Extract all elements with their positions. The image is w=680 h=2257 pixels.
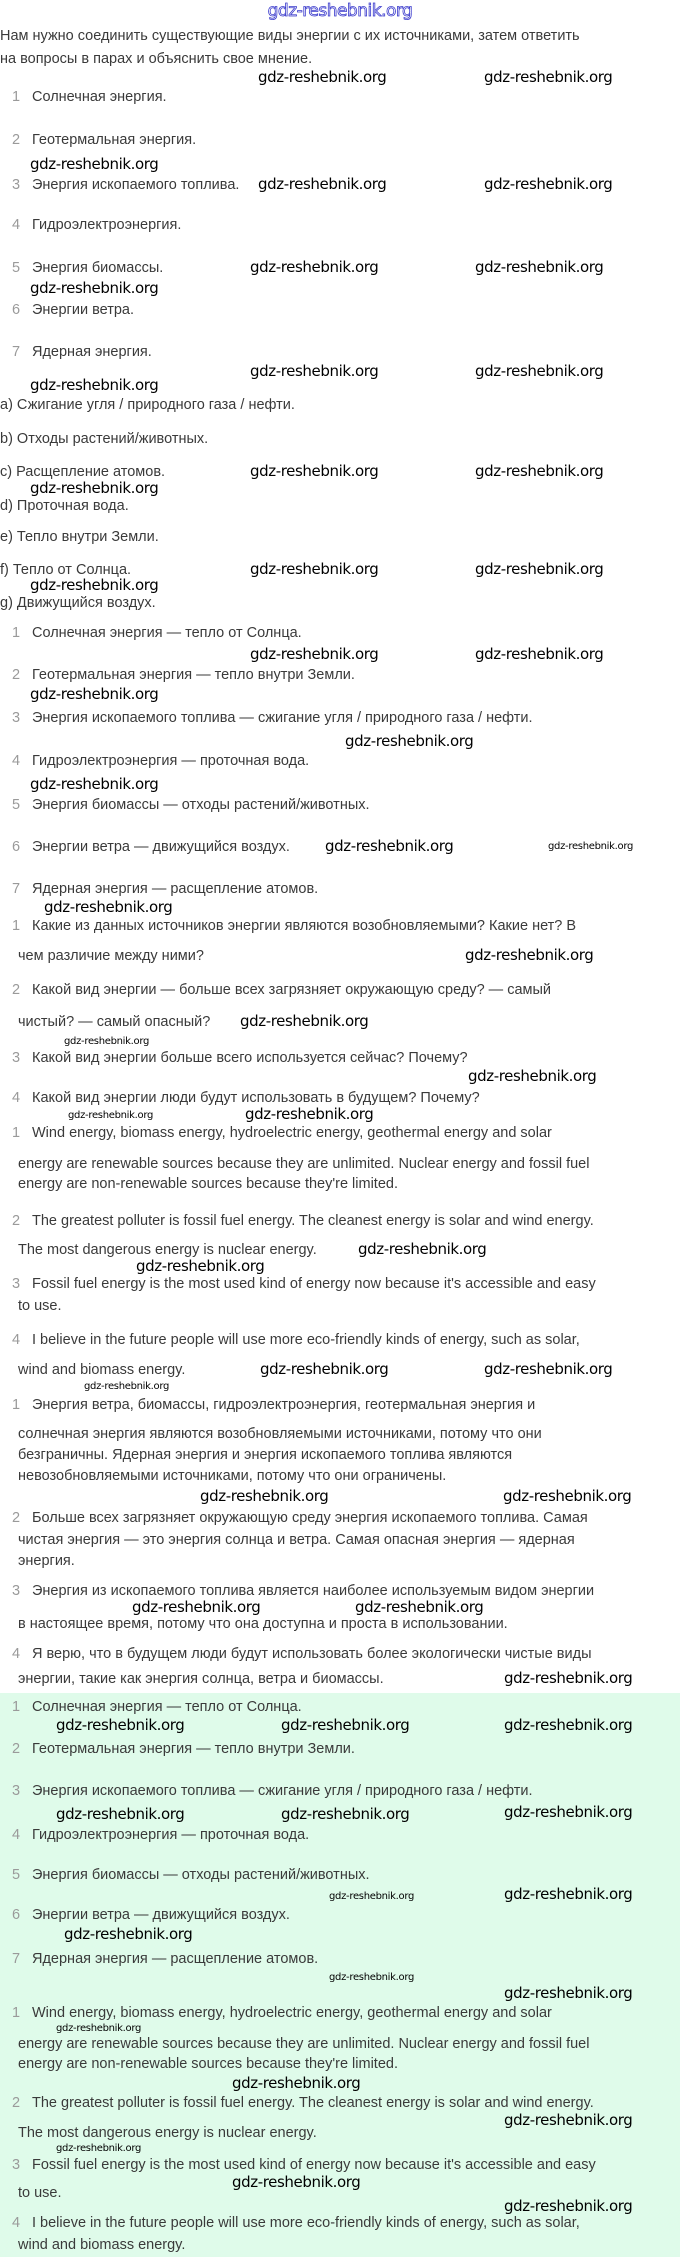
match-item: Энергии ветра — движущийся воздух. xyxy=(32,839,290,855)
item-number: 4 xyxy=(12,2215,21,2231)
answer-line: The most dangerous energy is nuclear energy. xyxy=(18,2125,317,2141)
answer-line: I believe in the future people will use more eco-friendly kinds of energy, such as solar, xyxy=(32,1332,580,1348)
item-number: 7 xyxy=(12,344,21,360)
watermark: gdz-reshebnik.org xyxy=(503,1487,632,1505)
watermark: gdz-reshebnik.org xyxy=(232,2074,361,2092)
question-line: Какой вид энергии люди будут использовать в будущем? Почему? xyxy=(32,1090,480,1106)
answer-line: Fossil fuel energy is the most used kind of energy now because it's accessible and easy xyxy=(32,1276,596,1292)
item-number: 2 xyxy=(12,667,21,683)
watermark: gdz-reshebnik.org xyxy=(250,645,379,663)
source-item: f) Тепло от Солнца. xyxy=(0,562,132,578)
item-number: 2 xyxy=(12,1510,21,1526)
match-item: Энергия ископаемого топлива — сжигание угля / природного газа / нефти. xyxy=(32,1783,533,1799)
watermark: gdz-reshebnik.org xyxy=(358,1240,487,1258)
list-item: Энергии ветра. xyxy=(32,302,134,318)
watermark: gdz-reshebnik.org xyxy=(84,1381,170,1392)
watermark: gdz-reshebnik.org xyxy=(250,462,379,480)
watermark: gdz-reshebnik.org xyxy=(56,1805,185,1823)
answer-line: безграничны. Ядерная энергия и энергия ископаемого топлива являются xyxy=(18,1447,513,1463)
source-item: e) Тепло внутри Земли. xyxy=(0,529,159,545)
intro-line-2: на вопросы в парах и объяснить свое мнение. xyxy=(0,51,313,67)
item-number: 3 xyxy=(12,1783,21,1799)
watermark: gdz-reshebnik.org xyxy=(68,1110,154,1121)
watermark: gdz-reshebnik.org xyxy=(329,1972,415,1983)
watermark: gdz-reshebnik.org xyxy=(30,376,159,394)
watermark: gdz-reshebnik.org xyxy=(30,479,159,497)
item-number: 1 xyxy=(12,1125,21,1141)
answer-line: The most dangerous energy is nuclear energy. xyxy=(18,1242,317,1258)
item-number: 5 xyxy=(12,1867,21,1883)
item-number: 1 xyxy=(12,2005,21,2021)
watermark: gdz-reshebnik.org xyxy=(475,645,604,663)
watermark: gdz-reshebnik.org xyxy=(260,1360,389,1378)
answer-line: wind and biomass energy. xyxy=(18,1362,186,1378)
watermark: gdz-reshebnik.org xyxy=(240,1012,369,1030)
site-logo[interactable]: gdz-reshebnik.org xyxy=(267,1,413,21)
item-number: 1 xyxy=(12,918,21,934)
answer-line: energy are non-renewable sources because they're limited. xyxy=(18,2056,398,2072)
match-item: Солнечная энергия — тепло от Солнца. xyxy=(32,1699,302,1715)
item-number: 1 xyxy=(12,625,21,641)
match-item: Ядерная энергия — расщепление атомов. xyxy=(32,881,319,897)
item-number: 6 xyxy=(12,839,21,855)
item-number: 4 xyxy=(12,217,21,233)
item-number: 4 xyxy=(12,1332,21,1348)
item-number: 2 xyxy=(12,132,21,148)
answer-line: Я верю, что в будущем люди будут использовать более экологически чистые виды xyxy=(32,1646,592,1662)
watermark: gdz-reshebnik.org xyxy=(250,362,379,380)
answer-line: Больше всех загрязняет окружающую среду энергия ископаемого топлива. Самая xyxy=(32,1510,588,1526)
item-number: 7 xyxy=(12,1951,21,1967)
watermark: gdz-reshebnik.org xyxy=(30,155,159,173)
match-item: Гидроэлектроэнергия — проточная вода. xyxy=(32,753,310,769)
watermark: gdz-reshebnik.org xyxy=(281,1805,410,1823)
list-item: Энергия биомассы. xyxy=(32,260,164,276)
item-number: 1 xyxy=(12,1699,21,1715)
watermark: gdz-reshebnik.org xyxy=(504,1716,633,1734)
answer-line: в настоящее время, потому что она доступна и проста в использовании. xyxy=(18,1616,508,1632)
watermark: gdz-reshebnik.org xyxy=(475,258,604,276)
list-item: Ядерная энергия. xyxy=(32,344,152,360)
list-item: Солнечная энергия. xyxy=(32,89,167,105)
item-number: 5 xyxy=(12,260,21,276)
watermark: gdz-reshebnik.org xyxy=(504,2111,633,2129)
item-number: 4 xyxy=(12,1646,21,1662)
item-number: 3 xyxy=(12,2157,21,2173)
watermark: gdz-reshebnik.org xyxy=(200,1487,329,1505)
source-item: b) Отходы растений/животных. xyxy=(0,431,209,447)
match-item: Солнечная энергия — тепло от Солнца. xyxy=(32,625,302,641)
item-number: 3 xyxy=(12,1050,21,1066)
watermark: gdz-reshebnik.org xyxy=(329,1891,415,1902)
question-line: Какие из данных источников энергии являются возобновляемыми? Какие нет? В xyxy=(32,918,577,934)
item-number: 4 xyxy=(12,1827,21,1843)
answer-line: невозобновляемыми источниками, потому что они ограничены. xyxy=(18,1468,447,1484)
item-number: 6 xyxy=(12,1907,21,1923)
answer-line: energy are renewable sources because they are unlimited. Nuclear energy and fossil fuel xyxy=(18,1156,590,1172)
watermark: gdz-reshebnik.org xyxy=(355,1598,484,1616)
match-item: Ядерная энергия — расщепление атомов. xyxy=(32,1951,319,1967)
question-line: чистый? — самый опасный? xyxy=(18,1014,211,1030)
watermark: gdz-reshebnik.org xyxy=(245,1105,374,1123)
watermark: gdz-reshebnik.org xyxy=(504,2197,633,2215)
watermark: gdz-reshebnik.org xyxy=(484,68,613,86)
item-number: 3 xyxy=(12,1583,21,1599)
watermark: gdz-reshebnik.org xyxy=(232,2173,361,2191)
watermark: gdz-reshebnik.org xyxy=(475,462,604,480)
question-line: Какой вид энергии больше всего используется сейчас? Почему? xyxy=(32,1050,468,1066)
answer-line: The greatest polluter is fossil fuel energy. The cleanest energy is solar and wind energy. xyxy=(32,1213,594,1229)
watermark: gdz-reshebnik.org xyxy=(250,560,379,578)
answer-line: чистая энергия — это энергия солнца и ветра. Самая опасная энергия — ядерная xyxy=(18,1532,575,1548)
answer-line: Wind energy, biomass energy, hydroelectric energy, geothermal energy and solar xyxy=(32,1125,552,1141)
watermark: gdz-reshebnik.org xyxy=(548,841,634,852)
question-line: Какой вид энергии — больше всех загрязняет окружающую среду? — самый xyxy=(32,982,552,998)
item-number: 1 xyxy=(12,89,21,105)
item-number: 3 xyxy=(12,177,21,193)
watermark: gdz-reshebnik.org xyxy=(484,1360,613,1378)
watermark: gdz-reshebnik.org xyxy=(136,1257,265,1275)
answer-line: Энергия ветра, биомассы, гидроэлектроэнергия, геотермальная энергия и xyxy=(32,1397,536,1413)
watermark: gdz-reshebnik.org xyxy=(250,258,379,276)
watermark: gdz-reshebnik.org xyxy=(30,685,159,703)
match-item: Энергия биомассы — отходы растений/животных. xyxy=(32,797,370,813)
watermark: gdz-reshebnik.org xyxy=(484,175,613,193)
item-number: 2 xyxy=(12,982,21,998)
watermark: gdz-reshebnik.org xyxy=(345,732,474,750)
watermark: gdz-reshebnik.org xyxy=(44,898,173,916)
watermark: gdz-reshebnik.org xyxy=(504,1669,633,1687)
watermark: gdz-reshebnik.org xyxy=(64,1036,150,1047)
answer-line: to use. xyxy=(18,1298,62,1314)
intro-line-1: Нам нужно соединить существующие виды энергии с их источниками, затем ответить xyxy=(0,28,580,44)
item-number: 4 xyxy=(12,753,21,769)
item-number: 3 xyxy=(12,1276,21,1292)
answer-line: Fossil fuel energy is the most used kind of energy now because it's accessible and easy xyxy=(32,2157,596,2173)
watermark: gdz-reshebnik.org xyxy=(258,175,387,193)
watermark: gdz-reshebnik.org xyxy=(64,1925,193,1943)
source-item: a) Сжигание угля / природного газа / нефти. xyxy=(0,397,295,413)
item-number: 2 xyxy=(12,2095,21,2111)
item-number: 5 xyxy=(12,797,21,813)
answer-line: to use. xyxy=(18,2185,62,2201)
list-item: Гидроэлектроэнергия. xyxy=(32,217,182,233)
watermark: gdz-reshebnik.org xyxy=(465,946,594,964)
item-number: 2 xyxy=(12,1213,21,1229)
watermark: gdz-reshebnik.org xyxy=(258,68,387,86)
answer-line: Энергия из ископаемого топлива является наиболее используемым видом энергии xyxy=(32,1583,595,1599)
answer-line: I believe in the future people will use more eco-friendly kinds of energy, such as solar, xyxy=(32,2215,580,2231)
match-item: Энергия ископаемого топлива — сжигание угля / природного газа / нефти. xyxy=(32,710,533,726)
match-item: Энергии ветра — движущийся воздух. xyxy=(32,1907,290,1923)
watermark: gdz-reshebnik.org xyxy=(56,2143,142,2154)
watermark: gdz-reshebnik.org xyxy=(56,1716,185,1734)
list-item: Геотермальная энергия. xyxy=(32,132,197,148)
watermark: gdz-reshebnik.org xyxy=(56,2023,142,2034)
source-item: c) Расщепление атомов. xyxy=(0,464,166,480)
match-item: Энергия биомассы — отходы растений/животных. xyxy=(32,1867,370,1883)
watermark: gdz-reshebnik.org xyxy=(504,1984,633,2002)
item-number: 7 xyxy=(12,881,21,897)
answer-line: wind and biomass energy. xyxy=(18,2237,186,2253)
watermark: gdz-reshebnik.org xyxy=(30,576,159,594)
item-number: 4 xyxy=(12,1090,21,1106)
watermark: gdz-reshebnik.org xyxy=(132,1598,261,1616)
answer-line: энергия. xyxy=(18,1553,75,1569)
watermark: gdz-reshebnik.org xyxy=(504,1885,633,1903)
source-item: d) Проточная вода. xyxy=(0,498,129,514)
answer-line: The greatest polluter is fossil fuel energy. The cleanest energy is solar and wind energy. xyxy=(32,2095,594,2111)
watermark: gdz-reshebnik.org xyxy=(30,279,159,297)
watermark: gdz-reshebnik.org xyxy=(325,837,454,855)
watermark: gdz-reshebnik.org xyxy=(475,362,604,380)
list-item: Энергия ископаемого топлива. xyxy=(32,177,240,193)
item-number: 3 xyxy=(12,710,21,726)
answer-line: Wind energy, biomass energy, hydroelectric energy, geothermal energy and solar xyxy=(32,2005,552,2021)
source-item: g) Движущийся воздух. xyxy=(0,595,156,611)
watermark: gdz-reshebnik.org xyxy=(468,1067,597,1085)
match-item: Гидроэлектроэнергия — проточная вода. xyxy=(32,1827,310,1843)
watermark: gdz-reshebnik.org xyxy=(281,1716,410,1734)
answer-line: энергии, такие как энергия солнца, ветра и биомассы. xyxy=(18,1671,384,1687)
answer-line: солнечная энергия являются возобновляемыми источниками, потому что они xyxy=(18,1426,542,1442)
answer-line: energy are non-renewable sources because they're limited. xyxy=(18,1176,398,1192)
item-number: 1 xyxy=(12,1397,21,1413)
watermark: gdz-reshebnik.org xyxy=(475,560,604,578)
question-line: чем различие между ними? xyxy=(18,948,204,964)
watermark: gdz-reshebnik.org xyxy=(504,1803,633,1821)
item-number: 2 xyxy=(12,1741,21,1757)
match-item: Геотермальная энергия — тепло внутри Земли. xyxy=(32,1741,355,1757)
watermark: gdz-reshebnik.org xyxy=(30,775,159,793)
match-item: Геотермальная энергия — тепло внутри Земли. xyxy=(32,667,355,683)
item-number: 6 xyxy=(12,302,21,318)
answer-line: energy are renewable sources because they are unlimited. Nuclear energy and fossil fuel xyxy=(18,2036,590,2052)
